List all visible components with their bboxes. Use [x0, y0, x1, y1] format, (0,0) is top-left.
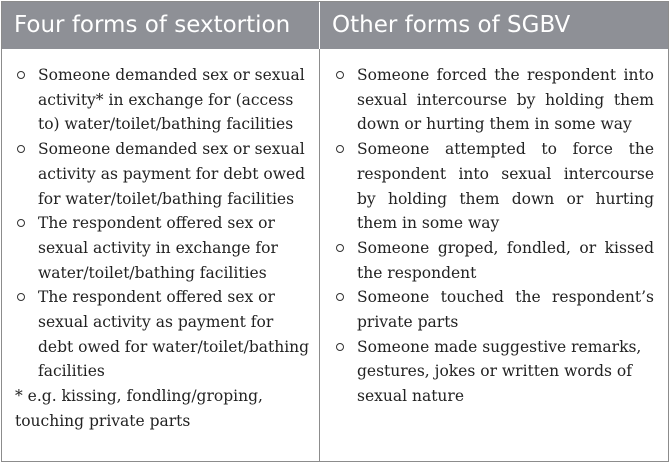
sextortion-table — [1, 1, 669, 462]
circle-bullet-icon — [336, 71, 344, 79]
list-item-text: Someone demanded sex or sexual activity* in exchange for (access to) water/toilet/bathing facilities — [38, 66, 305, 134]
list-item-text: The respondent offered sex or sexual activity as payment for debt owed for water/toilet/bathing facilities — [38, 288, 310, 381]
circle-bullet-icon — [17, 293, 25, 301]
list-item-text: Someone groped, fondled, or kissed the respondent — [357, 238, 654, 282]
list-item — [15, 211, 311, 285]
sextortion-forms-list — [15, 63, 311, 384]
header-other-forms-of-sgbv: Other forms of SGBV — [332, 12, 571, 38]
circle-bullet-icon — [336, 343, 344, 351]
list-item — [334, 335, 654, 409]
list-item — [334, 285, 654, 334]
footnote: * e.g. kissing, fondling/groping, touching private parts — [15, 387, 263, 430]
circle-bullet-icon — [17, 145, 25, 153]
list-item-text: Someone made suggestive remarks, gestures, jokes or written words of sexual nature — [357, 337, 642, 406]
list-item — [15, 285, 311, 384]
list-item-text: Someone forced the respondent into sexual intercourse by holding them down or hurting them in some way — [357, 66, 654, 134]
circle-bullet-icon — [336, 244, 344, 252]
list-item-text: The respondent offered sex or sexual activity in exchange for water/toilet/bathing facilities — [38, 214, 278, 282]
sextortion-forms-cell — [2, 49, 320, 461]
table-body-row — [2, 49, 668, 461]
list-item-text: Someone touched the respondent’s private parts — [357, 288, 654, 332]
header-four-forms-of-sextortion: Four forms of sextortion — [2, 2, 320, 49]
other-sgbv-forms-list — [334, 63, 654, 409]
other-sgbv-forms-cell — [320, 49, 668, 461]
list-item — [334, 63, 654, 137]
list-item — [334, 137, 654, 236]
circle-bullet-icon — [17, 219, 25, 227]
list-item — [15, 137, 311, 211]
list-item-text: Someone attempted to force the respondent into sexual intercourse by holding them down or hurting them in some way — [357, 140, 654, 233]
circle-bullet-icon — [17, 71, 25, 79]
list-item-text: Someone demanded sex or sexual activity as payment for debt owed for water/toilet/bathing facilities — [38, 140, 306, 208]
list-item — [334, 236, 654, 285]
circle-bullet-icon — [336, 293, 344, 301]
table-header-row — [2, 2, 668, 49]
list-item — [15, 63, 311, 137]
circle-bullet-icon — [336, 145, 344, 153]
